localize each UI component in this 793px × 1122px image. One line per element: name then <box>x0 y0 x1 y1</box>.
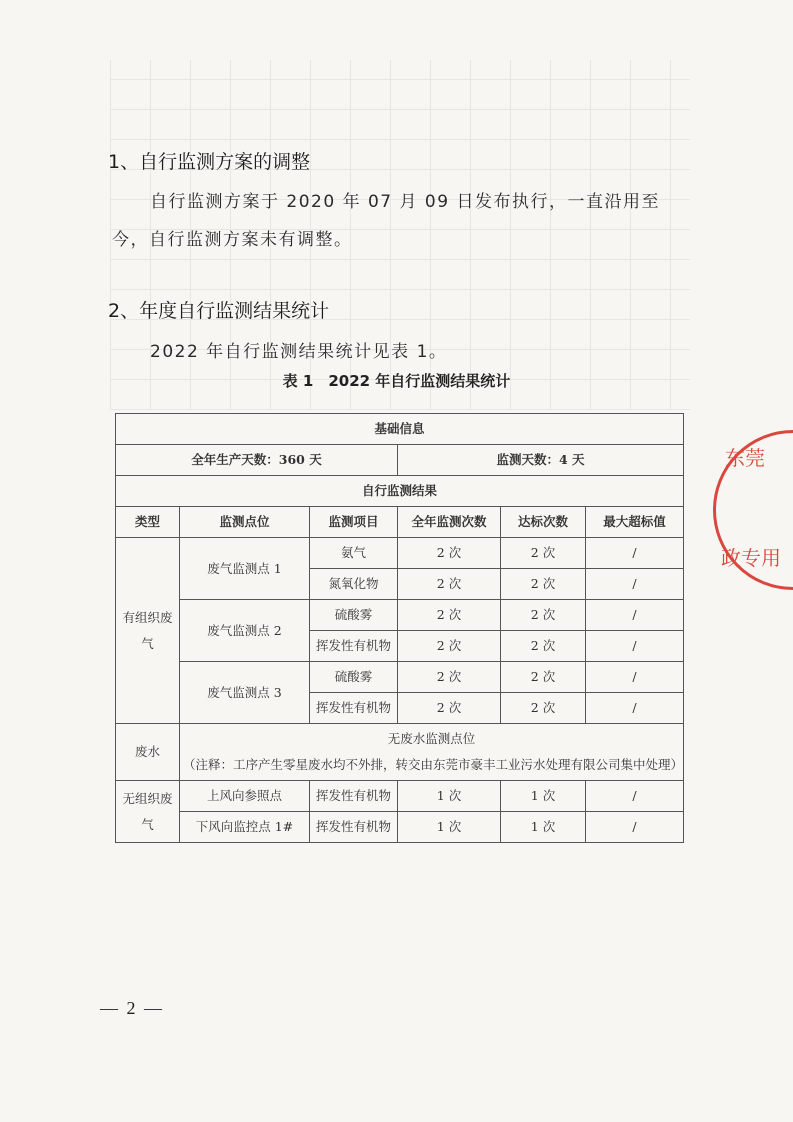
table-row <box>116 781 684 812</box>
type-unorganized: 无组织废气 <box>116 781 180 843</box>
pass-cell: 1 次 <box>501 781 586 812</box>
seal-text-bottom: 政专用 <box>721 546 781 570</box>
point-name: 废气监测点 1 <box>180 538 310 600</box>
type-organized: 有组织废气 <box>116 538 180 724</box>
item-cell: 挥发性有机物 <box>310 781 398 812</box>
count-cell: 1 次 <box>398 781 501 812</box>
pass-cell: 2 次 <box>501 631 586 662</box>
official-seal <box>713 430 793 590</box>
pass-cell: 2 次 <box>501 569 586 600</box>
results-title: 自行监测结果 <box>116 476 684 507</box>
count-cell: 2 次 <box>398 631 501 662</box>
point-name: 废气监测点 3 <box>180 662 310 724</box>
table-caption: 表 1 2022 年自行监测结果统计 <box>282 372 511 390</box>
header-pass: 达标次数 <box>501 507 586 538</box>
count-cell: 2 次 <box>398 662 501 693</box>
section-1-heading: 1、自行监测方案的调整 <box>108 151 311 173</box>
table-row <box>116 538 684 569</box>
item-cell: 硫酸雾 <box>310 662 398 693</box>
monitoring-days: 监测天数：4 天 <box>398 445 684 476</box>
table-row <box>116 600 684 631</box>
table-row <box>116 662 684 693</box>
max-cell: / <box>586 662 684 693</box>
wastewater-line1: 无废水监测点位 <box>387 731 476 746</box>
basic-info-title: 基础信息 <box>116 414 684 445</box>
wastewater-line2: （注释：工序产生零星废水均不外排，转交由东莞市豪丰工业污水处理有限公司集中处理） <box>183 757 684 772</box>
page-number: — 2 — <box>100 998 164 1018</box>
header-item: 监测项目 <box>310 507 398 538</box>
item-cell: 挥发性有机物 <box>310 631 398 662</box>
header-point: 监测点位 <box>180 507 310 538</box>
table-row <box>116 445 684 476</box>
point-name: 下风向监控点 1# <box>180 812 310 843</box>
type-wastewater: 废水 <box>116 724 180 781</box>
max-cell: / <box>586 781 684 812</box>
pass-cell: 2 次 <box>501 662 586 693</box>
count-cell: 1 次 <box>398 812 501 843</box>
item-cell: 氮氧化物 <box>310 569 398 600</box>
max-cell: / <box>586 812 684 843</box>
monitoring-results-table <box>115 413 684 843</box>
max-cell: / <box>586 631 684 662</box>
item-cell: 氨气 <box>310 538 398 569</box>
pass-cell: 2 次 <box>501 600 586 631</box>
section-2-heading: 2、年度自行监测结果统计 <box>108 300 330 322</box>
pass-cell: 2 次 <box>501 693 586 724</box>
item-cell: 硫酸雾 <box>310 600 398 631</box>
pass-cell: 2 次 <box>501 538 586 569</box>
header-count: 全年监测次数 <box>398 507 501 538</box>
count-cell: 2 次 <box>398 693 501 724</box>
max-cell: / <box>586 538 684 569</box>
item-cell: 挥发性有机物 <box>310 693 398 724</box>
count-cell: 2 次 <box>398 538 501 569</box>
header-max: 最大超标值 <box>586 507 684 538</box>
section-2-paragraph: 2022 年自行监测结果统计见表 1。 <box>150 342 448 362</box>
table-row <box>116 812 684 843</box>
table-row <box>116 414 684 445</box>
table-row <box>116 476 684 507</box>
header-type: 类型 <box>116 507 180 538</box>
section-1-paragraph-line1: 自行监测方案于 2020 年 07 月 09 日发布执行，一直沿用至 <box>150 192 660 212</box>
section-1-paragraph-line2: 今，自行监测方案未有调整。 <box>112 230 353 250</box>
table-header-row <box>116 507 684 538</box>
production-days: 全年生产天数：360 天 <box>116 445 398 476</box>
count-cell: 2 次 <box>398 600 501 631</box>
item-cell: 挥发性有机物 <box>310 812 398 843</box>
max-cell: / <box>586 569 684 600</box>
max-cell: / <box>586 693 684 724</box>
max-cell: / <box>586 600 684 631</box>
wastewater-note <box>180 724 684 781</box>
point-name: 上风向参照点 <box>180 781 310 812</box>
point-name: 废气监测点 2 <box>180 600 310 662</box>
table-row <box>116 724 684 781</box>
seal-text-top: 东莞 <box>725 446 765 470</box>
pass-cell: 1 次 <box>501 812 586 843</box>
count-cell: 2 次 <box>398 569 501 600</box>
